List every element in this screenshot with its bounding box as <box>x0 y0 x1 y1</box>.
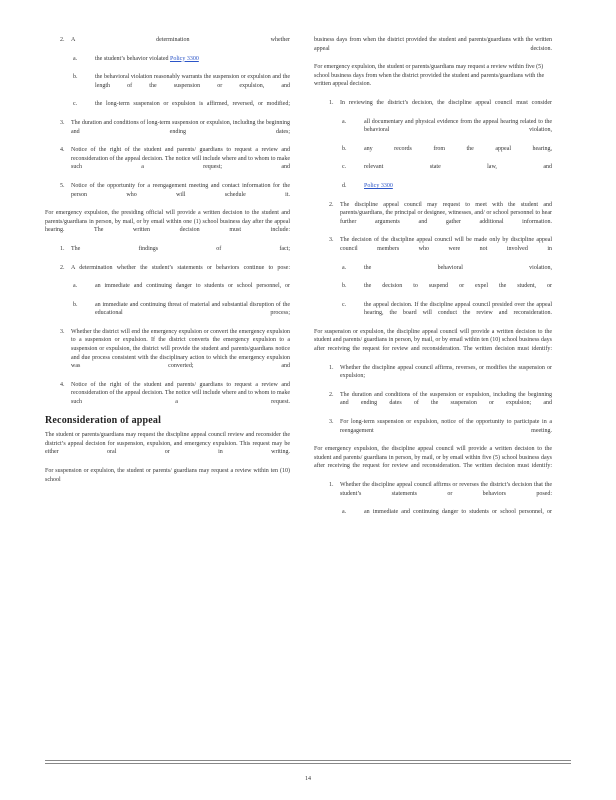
list-text <box>71 245 290 254</box>
list-marker: 1. <box>60 245 65 252</box>
list-text <box>364 145 552 154</box>
list-item-text: an immediate and continuing threat of material and substantial disruption of the educational process; <box>95 301 290 317</box>
list-item <box>45 264 290 273</box>
page-number: 14 <box>305 776 311 782</box>
left-list-1 <box>45 36 290 199</box>
sub-list-item <box>45 282 290 291</box>
list-item <box>314 201 552 227</box>
list-item-text: the behavioral violation, <box>364 264 552 271</box>
list-item <box>45 119 290 136</box>
list-item <box>45 36 290 45</box>
list-text <box>71 36 290 45</box>
list-item <box>314 418 552 435</box>
list-marker: 2. <box>329 201 334 208</box>
list-item <box>45 381 290 407</box>
list-text <box>340 391 552 408</box>
list-item-text: The findings of fact; <box>71 245 290 252</box>
policy-link[interactable]: Policy 3300 <box>169 55 199 62</box>
section-heading-reconsideration: Reconsideration of appeal <box>45 414 162 426</box>
emergency-review-paragraph: For emergency expulsion, the student or parents/guardians may request a review within five (5) school business days from when the district provided the student and parents/guardians with the written appeal decision. <box>314 64 545 88</box>
list-text <box>340 236 552 253</box>
sub-list-item <box>45 55 290 64</box>
sub-list-item <box>314 508 552 517</box>
list-marker: 1. <box>329 99 334 106</box>
sub-list-item <box>314 118 552 135</box>
continued-paragraph: business days from when the district provided the student and parents/guardians with the written appeal decision. <box>314 37 552 52</box>
list-marker: 1. <box>329 482 334 488</box>
list-text <box>71 119 290 136</box>
list-item-text: the decision to suspend or expel the student, or <box>364 283 552 290</box>
sub-list-item <box>45 73 290 90</box>
list-marker: 3. <box>329 419 334 426</box>
right-list-2 <box>314 364 552 436</box>
list-item-text: Whether the discipline appeal council affirms or reverses the district’s decision that the student’s statements or behaviors posed: <box>340 482 552 497</box>
list-text <box>340 99 552 108</box>
list-text <box>364 508 552 517</box>
list-marker: c. <box>342 301 347 308</box>
list-item <box>314 481 552 498</box>
sub-list-item <box>314 163 552 172</box>
right-column <box>314 36 552 527</box>
list-text <box>95 301 290 318</box>
list-marker: b. <box>73 74 78 81</box>
list-item-text: an immediate and continuing danger to students or school personnel, or <box>364 509 552 516</box>
list-text <box>340 418 552 435</box>
list-marker: 4. <box>60 147 65 154</box>
policy-link[interactable]: Policy 3300 <box>364 182 393 189</box>
emergency-written-decision-paragraph: For emergency expulsion, the discipline appeal council will provide a written decision to the student and parents/ guardians in person, by mail, or by email within five (5) school business days after receiving the request for review and reconsideration. The written decision must identify: <box>314 446 552 470</box>
list-item <box>314 236 552 253</box>
list-text <box>95 55 290 64</box>
list-item-text: A determination whether the student’s statements or behaviors continue to pose: <box>71 264 290 271</box>
footer-rule-bottom <box>45 763 571 764</box>
emergency-decision-paragraph: For emergency expulsion, the presiding official will provide a written decision to the student and parents/guardians in person, by mail, or by email within one (1) school business day after the appeal hearing. The written decision must include: <box>45 210 290 234</box>
reconsideration-paragraph: The student or parents/guardians may request the discipline appeal council review and reconsider the district’s appeal decision for suspension, expulsion, and emergency expulsion. This request may be either oral or in writing. <box>45 432 290 456</box>
list-text <box>71 146 290 172</box>
list-item <box>314 391 552 408</box>
list-marker: 5. <box>60 182 65 189</box>
left-list-2 <box>45 245 290 407</box>
list-marker: 3. <box>329 237 334 244</box>
list-marker: 2. <box>60 37 65 43</box>
list-marker: 3. <box>60 328 65 335</box>
list-item-text: Notice of the opportunity for a reengagement meeting and contact information for the person who will schedule it. <box>71 182 290 198</box>
list-text <box>340 201 552 227</box>
list-item-text: The discipline appeal council may request to meet with the student and parents/guardians, the principal or designee, witnesses, and/ or school personnel to hear further arguments and gather additional information. <box>340 201 552 225</box>
list-item <box>45 328 290 371</box>
list-item-text: Notice of the right of the student and parents/ guardians to request a review and reconsideration of the appeal decision. The notice will include where and to whom to make such a request. <box>71 381 290 406</box>
list-text <box>71 182 290 199</box>
list-text <box>364 264 552 273</box>
list-text <box>71 328 290 371</box>
list-item <box>314 364 552 381</box>
list-item-text: all documentary and physical evidence from the appeal hearing related to the behavioral violation, <box>364 118 552 134</box>
list-item-text: the behavioral violation reasonably warrants the suspension or expulsion and the length of the suspension or expulsion, and <box>95 74 290 89</box>
sub-list-item <box>314 145 552 154</box>
sub-list-item <box>45 100 290 109</box>
list-text <box>340 364 552 381</box>
list-item-text: the appeal decision. If the discipline appeal council presided over the appeal hearing, the board will conduct the review and reconsideration. <box>364 301 552 317</box>
list-item-text: Whether the district will end the emergency expulsion or convert the emergency expulsion to a suspension or expulsion. If the district converts the emergency expulsion to a suspension or expulsion, the district will provide the student and parents/guardians notice and due process consistent with the disciplinary action to which the emergency expulsion was converted; and <box>71 328 290 370</box>
list-text <box>71 381 290 407</box>
list-item-text: any records from the appeal hearing, <box>364 145 552 152</box>
list-marker: c. <box>342 164 347 171</box>
list-marker: a. <box>73 55 78 62</box>
list-text <box>95 282 290 291</box>
list-item-text: the long-term suspension or expulsion is affirmed, reversed, or modified; <box>95 101 290 108</box>
right-list-3 <box>314 481 552 517</box>
list-marker: 2. <box>329 391 334 398</box>
list-marker: 3. <box>60 119 65 126</box>
list-marker: b. <box>342 145 347 152</box>
list-item-text: The duration and conditions of the suspension or expulsion, including the beginning and ending dates of the suspension or expulsion; and <box>340 391 552 407</box>
list-marker: 2. <box>60 264 65 271</box>
list-marker: b. <box>342 283 347 290</box>
list-marker: a. <box>342 118 347 125</box>
list-text <box>364 301 552 318</box>
list-marker: b. <box>73 301 78 308</box>
list-item <box>45 245 290 254</box>
list-item-text: A determination whether <box>71 37 290 43</box>
list-text <box>95 73 290 90</box>
list-text <box>364 118 552 135</box>
list-text <box>364 163 552 172</box>
list-text <box>71 264 290 273</box>
list-item <box>45 182 290 199</box>
right-list-1 <box>314 99 552 318</box>
list-marker: 1. <box>329 364 334 371</box>
list-text <box>364 282 552 291</box>
list-item-text: In reviewing the district’s decision, the discipline appeal council must consider <box>340 99 552 106</box>
footer-rule-top <box>45 760 571 761</box>
list-marker: a. <box>342 264 347 271</box>
list-marker: c. <box>73 101 78 108</box>
list-item-text: The decision of the discipline appeal council will be made only by discipline appeal council members who were not involved in <box>340 237 552 252</box>
list-item-text: Whether the discipline appeal council affirms, reverses, or modifies the suspension or expulsion; <box>340 364 552 380</box>
list-text <box>364 182 552 191</box>
suspension-review-paragraph: For suspension or expulsion, the student or parents/ guardians may request a review within ten (10) school <box>45 468 290 483</box>
list-marker: a. <box>73 283 78 290</box>
written-decision-paragraph: For suspension or expulsion, the discipline appeal council will provide a written decision to the student and parents/ guardians in person, by mail, or by email within ten (10) school business days after receiving the request for review and reconsideration. The written decision must identify: <box>314 328 552 353</box>
list-item-text: the student’s behavior violated <box>95 55 169 62</box>
list-item-text: For long-term suspension or expulsion, notice of the opportunity to participate in a reengagement meeting. <box>340 419 552 434</box>
list-item <box>314 99 552 108</box>
list-item-text: The duration and conditions of long-term suspension or expulsion, including the beginning and ending dates; <box>71 119 290 135</box>
list-item-text: an immediate and continuing danger to students or school personnel, or <box>95 283 290 290</box>
list-marker: d. <box>342 182 347 189</box>
list-text <box>95 100 290 109</box>
sub-list-item <box>314 264 552 273</box>
sub-list-item <box>314 282 552 291</box>
sub-list-item <box>314 301 552 318</box>
list-item <box>45 146 290 172</box>
list-text <box>340 481 552 498</box>
list-item-text: relevant state law, and <box>364 164 552 171</box>
left-column <box>45 36 290 494</box>
sub-list-item <box>45 301 290 318</box>
list-marker: 4. <box>60 381 65 388</box>
sub-list-item <box>314 182 552 191</box>
list-marker: a. <box>342 509 347 516</box>
list-item-text: Notice of the right of the student and parents/ guardians to request a review and reconsideration of the appeal decision. The notice will include where and to whom to make such a request; and <box>71 147 290 171</box>
